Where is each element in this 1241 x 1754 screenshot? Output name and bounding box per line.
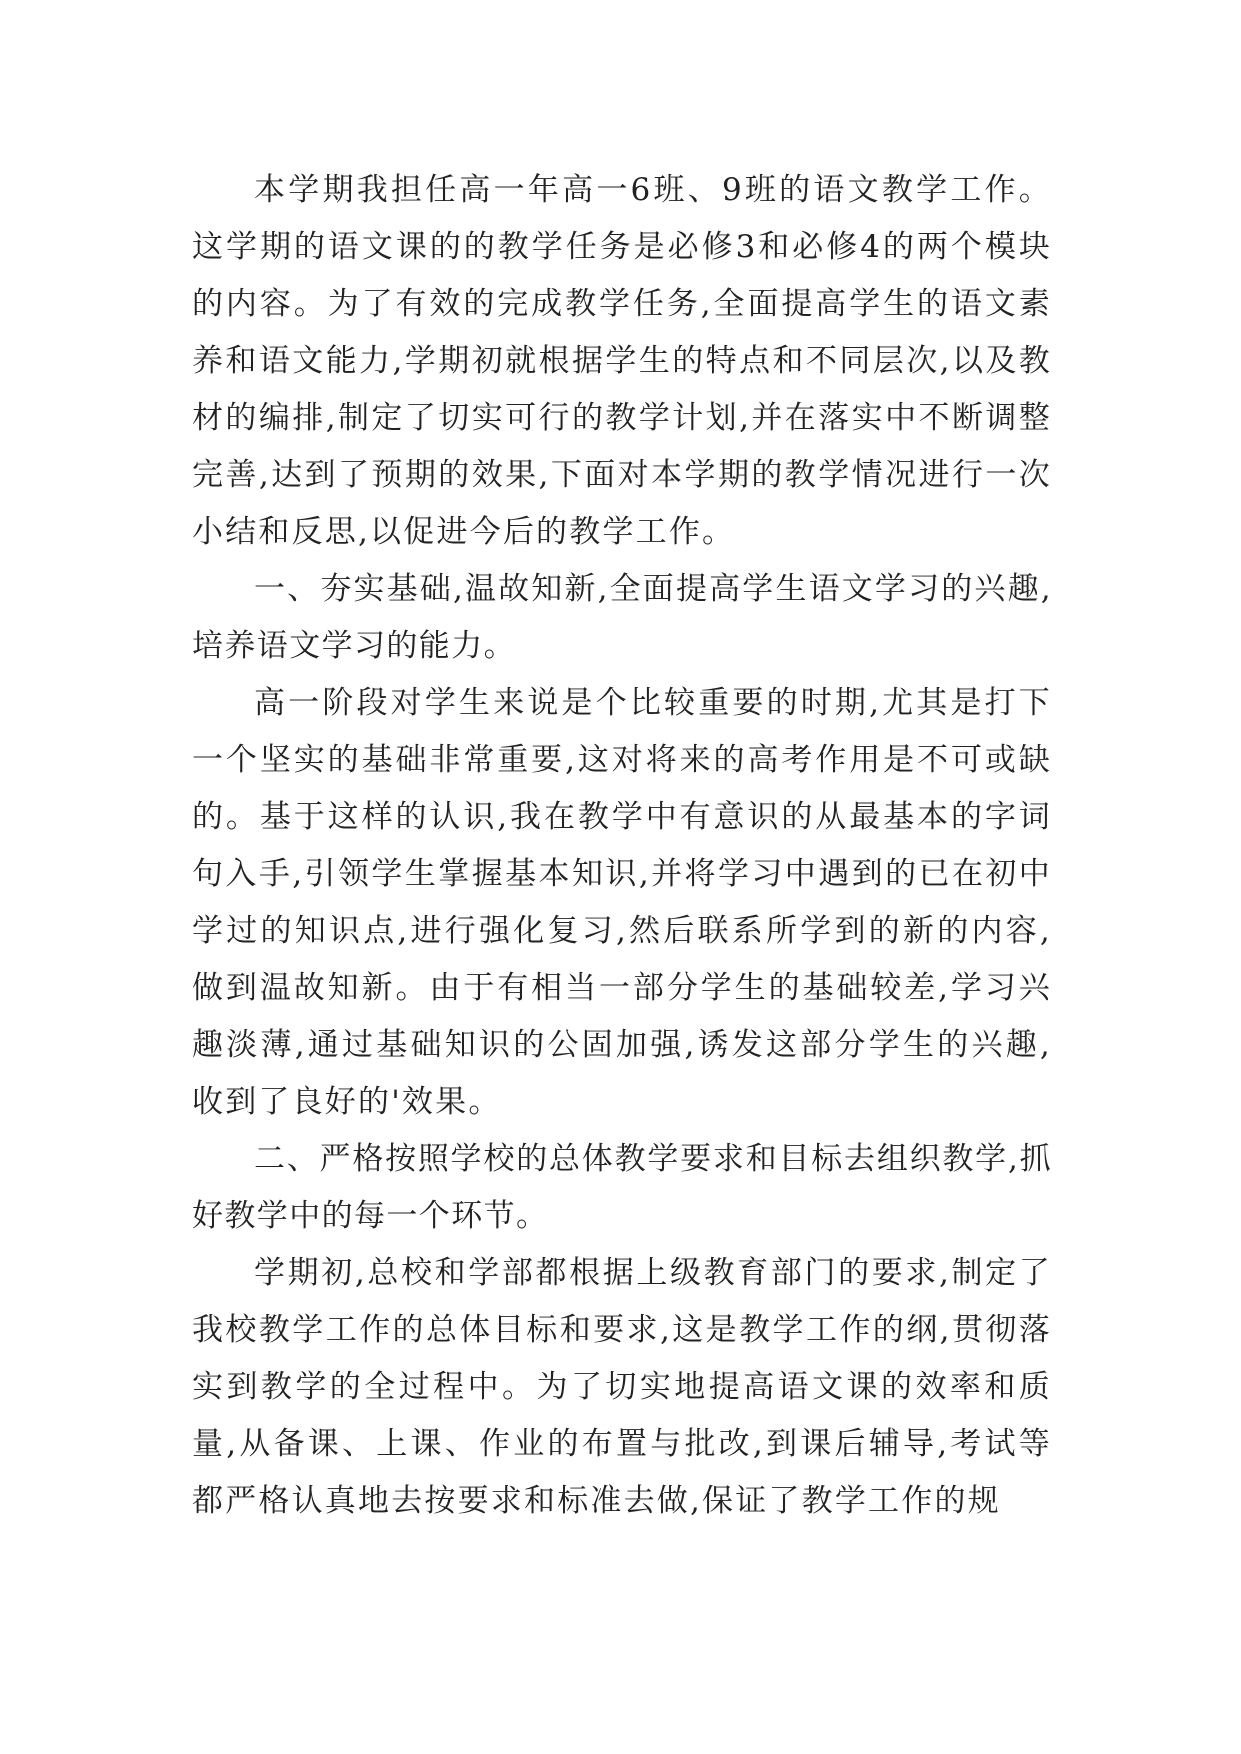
paragraph-section-one: 高一阶段对学生来说是个比较重要的时期,尤其是打下一个坚实的基础非常重要,这对将来的高考作用是不可或缺的。基于这样的认识,我在教学中有意识的从最基本的字词句入手,引领学生掌握基本知识,并将学习中遇到的已在初中学过的知识点,进行强化复习,然后联系所学到的新的内容,做到温故知新。由于有相当一部分学生的基础较差,学习兴趣淡薄,通过基础知识的公固加强,诱发这部分学生的兴趣,收到了良好的'效果。 [192, 685, 1052, 1120]
heading-section-one: 一、夯实基础,温故知新,全面提高学生语文学习的兴趣,培养语文学习的能力。 [192, 571, 1052, 664]
paragraph-intro: 本学期我担任高一年高一6班、9班的语文教学工作。这学期的语文课的的教学任务是必修3和必修4的两个模块的内容。为了有效的完成教学任务,全面提高学生的语文素养和语文能力,学期初就根据学生的特点和不同层次,以及教材的编排,制定了切实可行的教学计划,并在落实中不断调整完善,达到了预期的效果,下面对本学期的教学情况进行一次小结和反思,以促进今后的教学工作。 [192, 172, 1052, 550]
heading-section-two: 二、严格按照学校的总体教学要求和目标去组织教学,抓好教学中的每一个环节。 [192, 1141, 1052, 1234]
paragraph-section-two: 学期初,总校和学部都根据上级教育部门的要求,制定了我校教学工作的总体目标和要求,这是教学工作的纲,贯彻落实到教学的全过程中。为了切实地提高语文课的效率和质量,从备课、上课、作业的布置与批改,到课后辅导,考试等都严格认真地去按要求和标准去做,保证了教学工作的规 [192, 1255, 1052, 1519]
document-body [192, 162, 1052, 1530]
